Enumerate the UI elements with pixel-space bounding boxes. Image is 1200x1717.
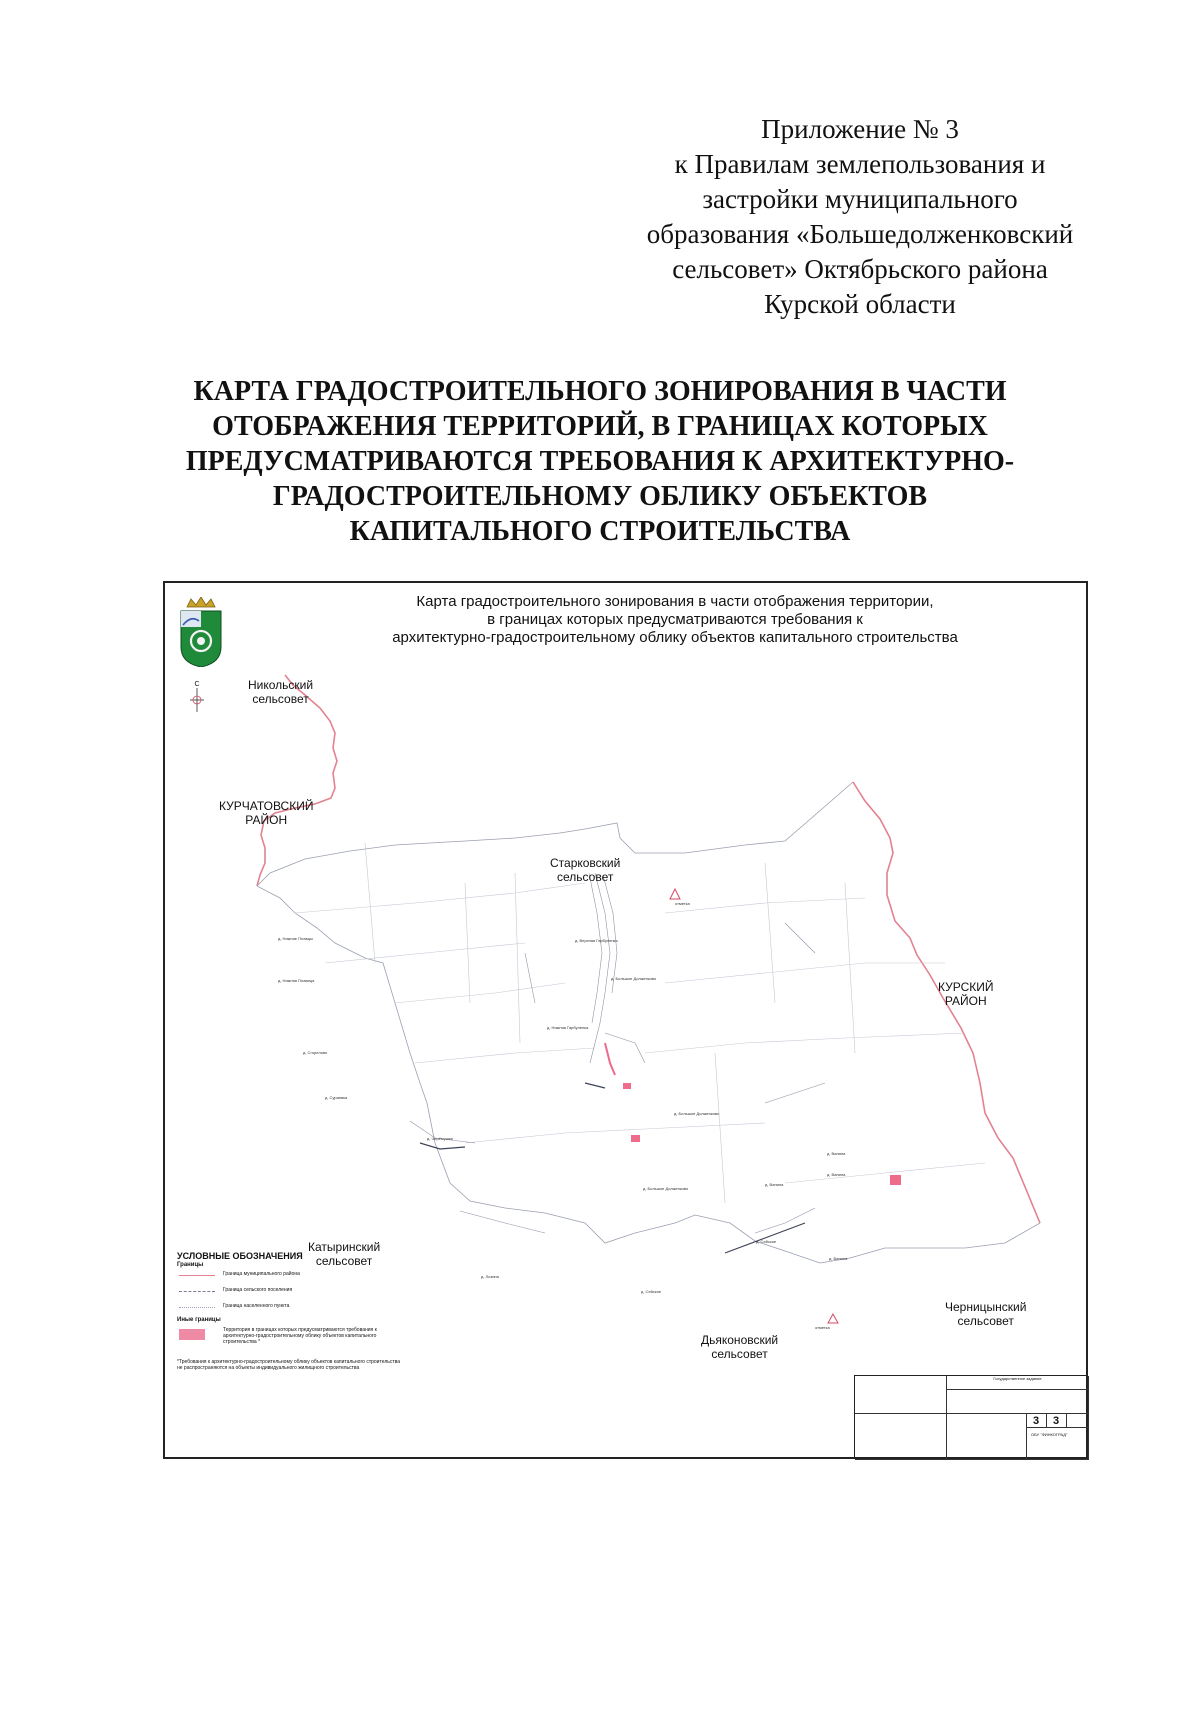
legend-footnote: *Требования к архитектурно-градостроительному облику объектов капитального строительства не распространяются на объекты индивидуального жилищного строительства [177,1359,401,1371]
legend-other-title: Иные границы [177,1317,221,1323]
neighbor-name: Никольский [248,678,314,692]
village-label: д. Большое Долженково [674,1111,720,1116]
stamp-cell [1067,1414,1089,1428]
legend-subtitle: Границы [177,1262,204,1268]
settlement-border [257,886,1040,1263]
stamp-sheet-number: 3 [1033,1415,1040,1427]
stamp-sheet-cell [1027,1414,1047,1428]
village-label: д. Лозина [481,1274,499,1279]
neighbor-type: РАЙОН [245,813,288,827]
neighbor-label-chernitsynsky [945,1300,1026,1328]
village-label: д. Верхняя Гарбуленка [575,938,618,943]
map-title-line: архитектурно-градостроительному облику объектов капитального строительства [392,629,958,646]
neighbor-label-dyakonovsky [701,1333,778,1361]
title-line: ПРЕДУСМАТРИВАЮТСЯ ТРЕБОВАНИЯ К АРХИТЕКТУРНО- [185,446,1015,477]
stamp-header: Государственное задание [947,1376,1089,1390]
legend-item [177,1300,407,1316]
neighbor-type: РАЙОН [944,994,987,1008]
village-label: д. Нижние Плавцы [278,936,313,941]
architectural-zones [605,1043,901,1185]
marker-label: отметка [675,901,690,906]
neighbor-type: сельсовет [252,692,309,706]
village-label: д. Сгорелово [303,1050,328,1055]
neighbor-name: КУРЧАТОВСКИЙ [219,799,314,813]
neighbor-label-starkovsky [550,856,620,884]
legend-item-zone [177,1327,407,1353]
stamp-cell [947,1414,1027,1460]
neighbor-name: КУРСКИЙ [938,980,994,994]
legend-swatch-locality [179,1307,215,1308]
stamp-sheets-total: 3 [1053,1415,1060,1427]
zone-area [890,1175,901,1185]
appendix-line: Курской области [764,289,956,319]
village-label: д. Ванина [827,1172,846,1177]
neighbor-label-nikolsky [248,678,313,706]
neighbor-label-kursky [938,980,994,1008]
map-title-line: Карта градостроительного зонирования в части отображения территории, [416,593,934,610]
village-label: д. Нижняя Гарбуленка [547,1025,589,1030]
zone-area [623,1083,631,1089]
village-label: д. Сураевка [325,1095,348,1100]
neighbor-name: Дьяконовский [701,1333,779,1347]
stamp-cell [855,1414,947,1460]
legend-swatch-municipal [179,1275,215,1276]
municipal-border [257,675,337,886]
village-label: д. Сейское [756,1239,777,1244]
legend-swatch-settlement [179,1291,215,1292]
marker-label: отметка [815,1325,830,1330]
stamp-organization: ОБУ "ФИНКОГРАД" [1027,1428,1089,1460]
map-legend [177,1251,407,1371]
legend-title: УСЛОВНЫЕ ОБОЗНАЧЕНИЯ [177,1251,303,1261]
legend-swatch-zone [179,1329,205,1340]
village-label: д. Ванина [829,1256,848,1261]
village-label: д. Ванина [765,1182,784,1187]
appendix-line: застройки муниципального [702,184,1018,214]
neighbor-name: Катыринский [308,1240,381,1254]
coat-of-arms-icon [177,597,225,667]
village-label: д. Ванина [827,1151,846,1156]
neighbor-type: сельсовет [556,870,614,884]
legend-zone-label: Территория в границах которых предусматриваются требования к архитектурно-градостроительному облику объектов капитального строительства * [223,1327,377,1345]
zone-area [631,1135,640,1142]
appendix-note [560,112,1160,322]
map-title [325,593,1025,647]
map-title-line: в границах которых предусматриваются требования к [487,611,863,628]
appendix-line: Приложение № 3 [761,114,959,144]
neighbor-type: сельсовет [711,1347,768,1361]
legend-item-label: Граница населенного пункта [223,1303,290,1309]
legend-item [177,1284,407,1300]
appendix-line: образования «Большедолженковский [646,219,1074,249]
village-label: д. Большое Долженково [611,976,657,981]
title-line: ГРАДОСТРОИТЕЛЬНОМУ ОБЛИКУ ОБЪЕКТОВ [272,481,928,512]
triangle-markers [670,889,838,1323]
stamp-cell [855,1376,947,1414]
field-lines [295,843,985,1203]
title-line: ОТОБРАЖЕНИЯ ТЕРРИТОРИЙ, В ГРАНИЦАХ КОТОРЫХ [212,411,988,442]
stamp-sheets-cell [1047,1414,1067,1428]
roads [420,1083,805,1253]
neighbor-name: Черницынский [945,1300,1027,1314]
neighbor-type: сельсовет [957,1314,1014,1328]
stamp-cell [947,1390,1089,1414]
document-title [150,374,1050,549]
title-line: КАРТА ГРАДОСТРОИТЕЛЬНОГО ЗОНИРОВАНИЯ В ЧАСТИ [193,376,1007,407]
settlement-hatching [410,873,825,1233]
village-label: д. Сейское [641,1289,662,1294]
compass-letter: С [194,681,200,688]
village-label: д. Черёмушки [427,1136,453,1141]
village-label: д. Нижняя Плавица [278,978,315,983]
title-line: КАПИТАЛЬНОГО СТРОИТЕЛЬСТВА [349,516,851,547]
legend-item-label: Граница муниципального района [223,1271,300,1277]
appendix-line: сельсовет» Октябрьского района [672,254,1048,284]
village-label: д. Большое Долженково [643,1186,689,1191]
north-arrow-icon [187,681,207,715]
title-block [854,1375,1088,1459]
legend-item-label: Граница сельского поселения [223,1287,293,1293]
zoning-map [163,581,1088,1459]
neighbor-name: Старковский [550,856,621,870]
neighbor-type: сельсовет [315,1254,373,1268]
neighbor-label-kurchatovsky [219,799,313,827]
legend-item [177,1268,407,1284]
appendix-line: к Правилам землепользования и [674,149,1046,179]
